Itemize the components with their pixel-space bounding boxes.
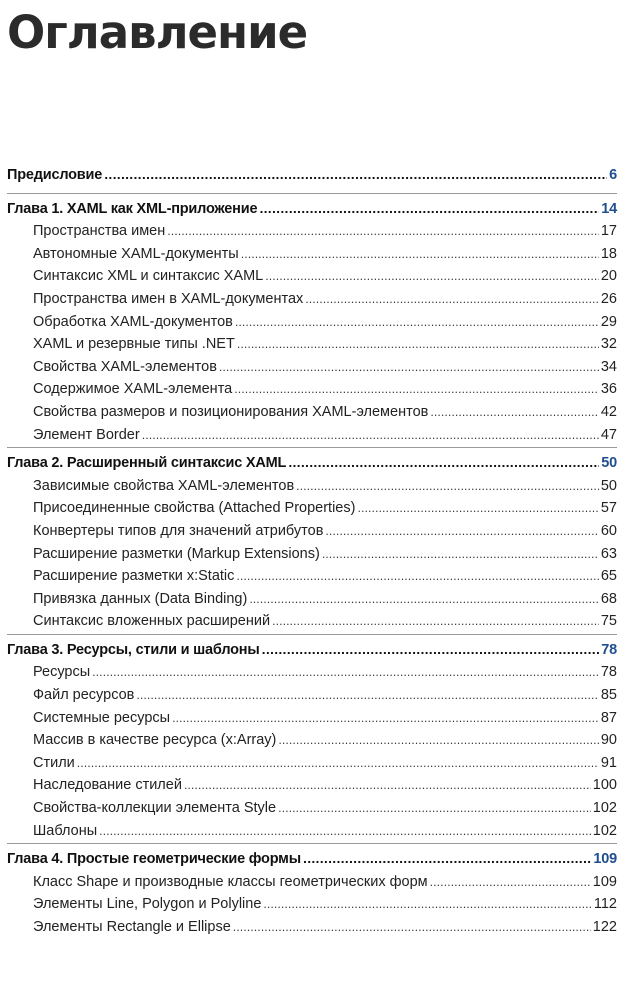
toc-entry-page-number: 17	[600, 223, 617, 240]
toc-entry-page-number: 26	[600, 290, 617, 307]
dot-leader	[296, 476, 599, 499]
toc-subsection[interactable]	[7, 333, 617, 356]
dot-leader	[278, 798, 591, 821]
toc-entry-page-number: 47	[600, 426, 617, 443]
dot-leader	[219, 357, 599, 380]
toc-entry-title: Файл ресурсов	[33, 687, 135, 704]
toc-subsection[interactable]	[7, 311, 617, 334]
toc-entry-page-number: 36	[600, 381, 617, 398]
section-divider	[7, 447, 617, 448]
toc-entry-page-number: 63	[600, 545, 617, 562]
toc-entry-title: Автономные XAML-документы	[33, 245, 239, 262]
dot-leader	[233, 917, 591, 940]
toc-entry-title: Массив в качестве ресурса (x:Array)	[33, 732, 277, 749]
toc-subsection[interactable]	[7, 610, 617, 633]
dot-leader	[167, 221, 599, 244]
toc-entry-page-number: 102	[592, 822, 617, 839]
dot-leader	[262, 640, 600, 663]
toc-entry-title: XAML и резервные типы .NET	[33, 336, 235, 353]
toc-entry-page-number: 85	[600, 687, 617, 704]
dot-leader	[288, 453, 599, 476]
dot-leader	[142, 425, 599, 448]
toc-entry-title: Глава 3. Ресурсы, стили и шаблоны	[7, 641, 260, 658]
toc-entry-page-number: 112	[593, 896, 617, 913]
toc-subsection[interactable]	[7, 774, 617, 797]
section-divider	[7, 843, 617, 844]
toc-subsection[interactable]	[7, 588, 617, 611]
toc-subsection[interactable]	[7, 729, 617, 752]
toc-chapter[interactable]	[7, 452, 617, 475]
toc-subsection[interactable]	[7, 707, 617, 730]
dot-leader	[236, 566, 598, 589]
toc-entry-page-number: 109	[592, 873, 617, 890]
toc-entry-page-number: 78	[600, 664, 617, 681]
toc-subsection[interactable]	[7, 820, 617, 843]
toc-subsection[interactable]	[7, 543, 617, 566]
toc-subsection[interactable]	[7, 265, 617, 288]
toc-entry-title: Расширение разметки x:Static	[33, 568, 235, 585]
toc-chapter[interactable]	[7, 848, 617, 871]
toc-entry-page-number: 91	[600, 754, 617, 771]
toc-entry-title: Глава 4. Простые геометрические формы	[7, 851, 301, 868]
toc-entry-title: Обработка XAML-документов	[33, 313, 233, 330]
toc-entry-page-number: 42	[600, 403, 617, 420]
dot-leader	[77, 753, 599, 776]
toc-subsection[interactable]	[7, 424, 617, 447]
dot-leader	[99, 821, 591, 844]
toc-entry-page-number: 57	[600, 500, 617, 517]
dot-leader	[136, 685, 598, 708]
toc-entry-page-number: 6	[609, 167, 617, 183]
toc-entry-title: Конвертеры типов для значений атрибутов	[33, 522, 324, 539]
dot-leader	[263, 894, 591, 917]
toc-entry-title: Пространства имен	[33, 223, 166, 240]
toc-preface[interactable]	[7, 164, 617, 187]
dot-leader	[325, 521, 598, 544]
toc-entry-page-number: 32	[600, 336, 617, 353]
toc-subsection[interactable]	[7, 661, 617, 684]
toc-entry-page-number: 87	[600, 709, 617, 726]
toc-entry-title: Расширение разметки (Markup Extensions)	[33, 545, 320, 562]
dot-leader	[305, 289, 599, 312]
toc-entry-title: Пространства имен в XAML-документах	[33, 290, 304, 307]
dot-leader	[184, 775, 591, 798]
toc-entry-page-number: 78	[601, 641, 617, 658]
dot-leader	[278, 730, 598, 753]
dot-leader	[235, 312, 599, 335]
toc-entry-page-number: 75	[600, 613, 617, 630]
toc-entry-page-number: 68	[600, 590, 617, 607]
toc-subsection[interactable]	[7, 520, 617, 543]
toc-entry-page-number: 50	[601, 455, 617, 472]
toc-entry-title: Содержимое XAML-элемента	[33, 381, 233, 398]
toc-subsection[interactable]	[7, 288, 617, 311]
dot-leader	[249, 589, 599, 612]
toc-entry-title: Элементы Line, Polygon и Polyline	[33, 896, 262, 913]
toc-entry-page-number: 100	[592, 777, 617, 794]
toc-subsection[interactable]	[7, 401, 617, 424]
toc-entry-page-number: 65	[600, 568, 617, 585]
toc-entry-page-number: 90	[600, 732, 617, 749]
page-title: Оглавление	[7, 6, 308, 59]
toc-entry-page-number: 14	[601, 200, 617, 217]
dot-leader	[357, 498, 598, 521]
dot-leader	[272, 611, 599, 634]
dot-leader	[234, 379, 599, 402]
toc-subsection[interactable]	[7, 475, 617, 498]
toc-subsection[interactable]	[7, 893, 617, 916]
toc-entry-page-number: 102	[592, 800, 617, 817]
section-divider	[7, 193, 617, 194]
dot-leader	[303, 849, 592, 872]
toc-chapter[interactable]	[7, 639, 617, 662]
toc-subsection[interactable]	[7, 871, 617, 894]
dot-leader	[241, 244, 599, 267]
toc-entry-page-number: 122	[592, 919, 617, 935]
dot-leader	[172, 708, 599, 731]
toc-entry-page-number: 109	[593, 851, 617, 868]
toc-entry-title: Синтаксис XML и синтаксис XAML	[33, 268, 264, 285]
toc-entry-title: Свойства-коллекции элемента Style	[33, 800, 277, 817]
toc-entry-page-number: 34	[600, 358, 617, 375]
toc-subsection[interactable]	[7, 565, 617, 588]
toc-entry-title: Системные ресурсы	[33, 709, 171, 726]
toc-entry-page-number: 29	[600, 313, 617, 330]
toc-entry-title: Ресурсы	[33, 664, 91, 681]
dot-leader	[430, 872, 591, 895]
toc-entry-title: Свойства размеров и позиционирования XAML-элементов	[33, 403, 429, 420]
toc-entry-title: Свойства XAML-элементов	[33, 358, 217, 375]
toc-entry-title: Элементы Rectangle и Ellipse	[33, 919, 231, 935]
toc-entry-page-number: 18	[600, 245, 617, 262]
toc-subsection[interactable]	[7, 752, 617, 775]
toc-entry-title: Шаблоны	[33, 822, 98, 839]
dot-leader	[92, 662, 599, 685]
section-divider	[7, 634, 617, 635]
toc-entry-title: Стили	[33, 754, 75, 771]
dot-leader	[265, 266, 599, 289]
toc-subsection[interactable]	[7, 378, 617, 401]
toc-subsection[interactable]	[7, 497, 617, 520]
toc-entry-title: Синтаксис вложенных расширений	[33, 613, 271, 630]
toc-subsection[interactable]	[7, 243, 617, 266]
toc-entry-title: Глава 2. Расширенный синтаксис XAML	[7, 455, 287, 472]
toc-subsection[interactable]	[7, 220, 617, 243]
dot-leader	[104, 165, 607, 188]
toc-subsection[interactable]	[7, 356, 617, 379]
toc-entry-title: Предисловие	[7, 167, 103, 183]
toc-chapter[interactable]	[7, 198, 617, 221]
toc-entry-title: Присоединенные свойства (Attached Properties)	[33, 500, 356, 517]
dot-leader	[259, 199, 599, 222]
toc-entry-page-number: 50	[600, 477, 617, 494]
table-of-contents	[7, 164, 617, 939]
toc-entry-page-number: 20	[600, 268, 617, 285]
toc-subsection[interactable]	[7, 684, 617, 707]
toc-entry-title: Элемент Border	[33, 426, 140, 443]
toc-entry-title: Привязка данных (Data Binding)	[33, 590, 248, 607]
toc-entry-title: Зависимые свойства XAML-элементов	[33, 477, 295, 494]
dot-leader	[322, 544, 599, 567]
toc-entry-page-number: 60	[600, 522, 617, 539]
dot-leader	[237, 334, 599, 357]
toc-entry-title: Глава 1. XAML как XML-приложение	[7, 200, 258, 217]
toc-subsection[interactable]	[7, 916, 617, 939]
toc-entry-title: Наследование стилей	[33, 777, 182, 794]
dot-leader	[430, 402, 599, 425]
toc-entry-title: Класс Shape и производные классы геометрических форм	[33, 873, 428, 890]
toc-subsection[interactable]	[7, 797, 617, 820]
